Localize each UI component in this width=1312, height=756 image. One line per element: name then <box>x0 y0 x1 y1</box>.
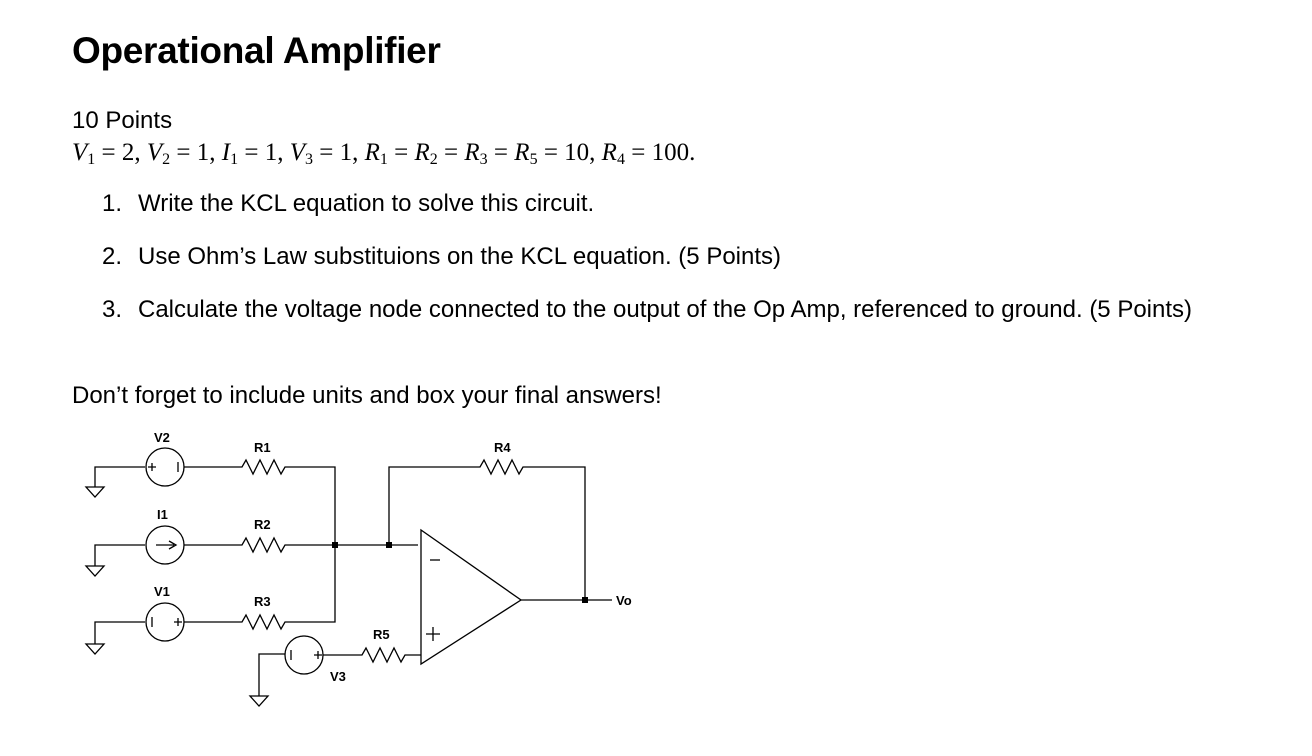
given-values: $V_1 = 2$, $V_2 = 1$, $I_1 = 1$, $V_3 = 1$, $R_1 = R_2 = R_3 = R_5 = 10$, $R_4 = 100$. <box>72 139 696 168</box>
task-number: 1. <box>102 190 123 217</box>
v2-label: V2 <box>154 430 170 445</box>
v1-label: V1 <box>154 584 170 599</box>
v2-value: 1 <box>196 139 210 166</box>
v3-label: V3 <box>330 669 346 684</box>
r2-resistor <box>184 538 418 552</box>
r5-label: R5 <box>373 627 390 642</box>
r4-label: R4 <box>494 440 511 455</box>
reminder-text: Don’t forget to include units and box your final answers! <box>72 382 662 409</box>
r3-label: R3 <box>254 594 271 609</box>
task-number: 3. <box>102 296 123 323</box>
task-text: Use Ohm’s Law substituions on the KCL equation. (5 Points) <box>138 243 782 270</box>
task-item <box>72 294 1252 325</box>
points-label: 10 Points <box>72 107 173 134</box>
i1-label: I1 <box>157 507 168 522</box>
i1-source <box>86 526 184 576</box>
r-value: 10 <box>564 139 590 166</box>
task-item <box>72 188 1252 219</box>
v1-value: 2 <box>121 139 135 166</box>
v2-source <box>86 448 184 497</box>
r2-label: R2 <box>254 517 271 532</box>
r4-resistor <box>389 460 585 600</box>
vo-label: Vo <box>616 593 632 608</box>
task-text: Calculate the voltage node connected to the output of the Op Amp, referenced to ground. (5 Points) <box>138 296 1193 323</box>
task-item <box>72 241 1252 272</box>
page-title: Operational Amplifier <box>72 30 441 71</box>
node-dot <box>332 542 338 548</box>
i1-value: 1 <box>264 139 278 166</box>
r4-value: 100 <box>651 139 690 166</box>
r1-label: R1 <box>254 440 271 455</box>
v1-source <box>86 603 184 654</box>
task-text: Write the KCL equation to solve this circuit. <box>138 190 595 217</box>
task-list <box>72 188 1252 347</box>
v3-value: 1 <box>339 139 353 166</box>
circuit-diagram <box>0 420 700 720</box>
v3-source <box>250 636 323 706</box>
task-number: 2. <box>102 243 123 270</box>
r5-resistor <box>323 648 421 662</box>
